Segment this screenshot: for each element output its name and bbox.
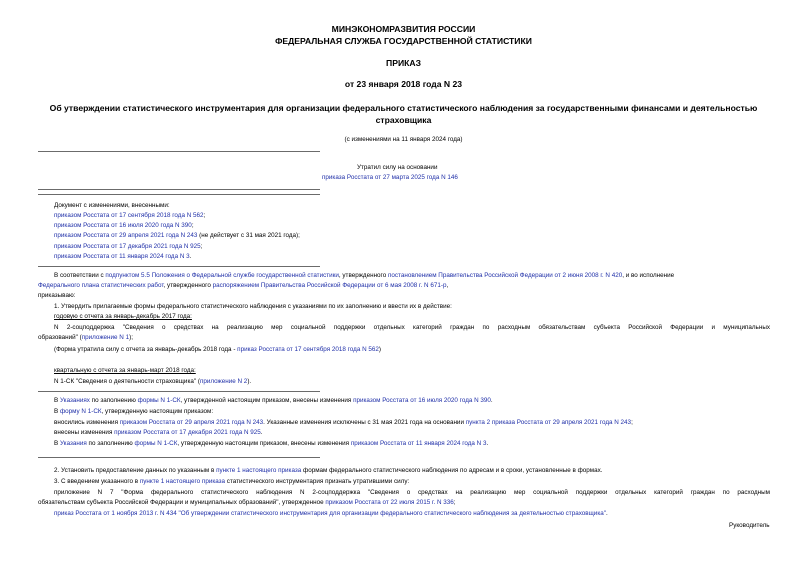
amendment-2024-link[interactable]: приказом Росстата от 11 января 2024 года N 3 (350, 440, 487, 447)
divider-rule (38, 194, 320, 195)
date-number-heading: от 23 января 2018 года N 23 (344, 79, 463, 89)
instructions-link[interactable]: Указания (59, 440, 87, 447)
amendment-item: приказом Росстата от 16 июля 2020 года N 390; (54, 222, 194, 229)
item-3: 3. С введением указанного в пункте 1 настоящего приказа статистического инструментария признать утратившими силу: (54, 478, 410, 485)
amendment-link[interactable]: приказом Росстата от 11 января 2024 года N 3 (54, 253, 190, 260)
order-word: приказываю: (38, 292, 76, 299)
title-line-1: Об утверждении статистического инструментария для организации федерального статистического наблюдения за государственными финансами и деятельностью (49, 103, 758, 113)
form-2-line-1: N 2-соцподдержка "Сведения о средствах на реализацию мер социальной поддержки отдельных категорий граждан по расходным обязательствам субъекта Российской Федерации и муниципальных (54, 324, 770, 331)
amendment-link[interactable]: приказом Росстата от 17 сентября 2018 года N 562 (54, 212, 204, 219)
note-amend-2021-925: внесены изменения приказом Росстата от 17 декабря 2021 года N 925. (54, 429, 263, 436)
order-434-link[interactable]: приказ Росстата от 1 ноября 2013 г. N 434 "Об утверждении статистического инструментария для организации федерального статистического наблюдения за деятельностью страховщика" (54, 510, 606, 517)
amendment-925-link[interactable]: приказом Росстата от 17 декабря 2021 года N 925 (114, 429, 261, 436)
appendix-1-link[interactable]: приложение N 1 (81, 334, 130, 341)
instructions-link[interactable]: Указаниях (59, 397, 90, 404)
amendment-item: приказом Росстата от 17 декабря 2021 года N 925; (54, 243, 203, 250)
ministry-heading: МИНЭКОНОМРАЗВИТИЯ РОССИИ (331, 24, 476, 34)
amendments-heading: Документ с изменениями, внесенными: (54, 202, 170, 209)
annual-heading: годовую с отчета за январь-декабрь 2017 года: (54, 313, 192, 320)
amendment-link[interactable]: приказом Росстата от 16 июля 2020 года N 390 (54, 222, 192, 229)
appendix-2-link[interactable]: приложение N 2 (199, 378, 248, 385)
regulation-link[interactable]: подпунктом 5.5 Положения о Федеральной службе государственной статистики (105, 272, 339, 279)
doc-type-heading: ПРИКАЗ (386, 58, 421, 68)
divider-rule (38, 391, 320, 392)
federal-plan-link[interactable]: Федерального плана статистических работ (38, 282, 164, 289)
appendix-7-line-2: обязательствам субъекта Российской Федерации и муниципальных образований", утвержденное приказом Росстата от 22 июля 2015 г. N 336; (38, 499, 456, 506)
note-form-1sk: В форму N 1-СК, утвержденную настоящим приказом: (54, 408, 214, 415)
form-2-line-2: образований" (приложение N 1); (38, 334, 133, 341)
title-line-2: страховщика (375, 115, 432, 125)
form-1sk-link[interactable]: формы N 1-СК (137, 397, 181, 404)
amendment-item: приказом Росстата от 17 сентября 2018 года N 562; (54, 212, 206, 219)
form-1sk-link[interactable]: форму N 1-СК (59, 408, 102, 415)
amendment-item: приказом Росстата от 11 января 2024 года N 3. (54, 253, 192, 260)
note-amend-2021-243: вносились изменения приказом Росстата от 29 апреля 2021 года N 243. Указанные изменения исключены с 31 мая 2021 года на основании пункта 2 приказа Росстата от 29 апреля 2021 года N 243; (54, 419, 633, 426)
preamble-line-1: В соответствии с подпунктом 5.5 Положения о Федеральной службе государственной статистики, утвержденного постановлением Правительства Российской Федерации от 2 июня 2008 г. N 420, и во исполнение (54, 272, 675, 279)
expired-note: Утратил силу на основании (357, 164, 438, 171)
amendment-item: приказом Росстата от 29 апреля 2021 года N 243 (не действует с 31 мая 2021 года); (54, 232, 300, 239)
item-2: 2. Установить предоставление данных по указанным в пункте 1 настоящего приказа формам федерального статистического наблюдения по адресам и в сроки, установленные в формах. (54, 467, 603, 474)
order-434-line: приказ Росстата от 1 ноября 2013 г. N 434 "Об утверждении статистического инструментария для организации федерального статистического наблюдения за деятельностью страховщика". (54, 510, 608, 517)
service-heading: ФЕДЕРАЛЬНАЯ СЛУЖБА ГОСУДАРСТВЕННОЙ СТАТИСТИКИ (275, 36, 532, 46)
revision-note: (с изменениями на 11 января 2024 года) (344, 136, 463, 143)
amendment-link[interactable]: приказом Росстата от 29 апреля 2021 года N 243 (54, 232, 198, 239)
divider-rule (38, 189, 320, 190)
item-1-link[interactable]: пункте 1 настоящего приказа (216, 467, 302, 474)
expired-link[interactable]: приказа Росстата от 27 марта 2025 года N 146 (322, 174, 458, 181)
amendment-243-link[interactable]: приказом Росстата от 29 апреля 2021 года N 243 (119, 419, 264, 426)
preamble-line-2: Федерального плана статистических работ, утвержденного распоряжением Правительства Российской Федерации от 6 мая 2008 г. N 671-р, (38, 282, 449, 289)
signature-label: Руководитель (729, 522, 770, 529)
amendment-link[interactable]: приказом Росстата от 17 декабря 2021 года N 925 (54, 243, 201, 250)
lost-force-note: (Форма утратила силу с отчета за январь-декабрь 2018 года - приказ Росстата от 17 сентября 2018 года N 562) (54, 346, 382, 353)
lost-force-link[interactable]: приказ Росстата от 17 сентября 2018 года N 562 (237, 346, 379, 353)
note-instructions-2020: В Указаниях по заполнению формы N 1-СК, утвержденной настоящим приказом, внесены изменения приказом Росстата от 16 июля 2020 года N 390. (54, 397, 493, 404)
item-2-order-243-link[interactable]: пункта 2 приказа Росстата от 29 апреля 2021 года N 243 (465, 419, 632, 426)
divider-rule (38, 266, 320, 267)
appendix-7-line-1: приложение N 7 "Форма федерального статистического наблюдения N 2-соцподдержка "Сведения о средствах на реализацию мер социальной поддержки отдельных категорий граждан по расходным (54, 489, 770, 496)
order-336-link[interactable]: приказом Росстата от 22 июля 2015 г. N 336 (325, 499, 454, 506)
decree-link[interactable]: распоряжением Правительства Российской Федерации от 6 мая 2008 г. N 671-р (212, 282, 447, 289)
resolution-link[interactable]: постановлением Правительства Российской Федерации от 2 июня 2008 г. N 420 (387, 272, 623, 279)
divider-rule (38, 457, 320, 458)
amendment-2020-link[interactable]: приказом Росстата от 16 июля 2020 года N 390 (353, 397, 491, 404)
form-1sk-link[interactable]: формы N 1-СК (134, 440, 178, 447)
item-1-link[interactable]: пункте 1 настоящего приказа (139, 478, 226, 485)
quarterly-heading: квартальную с отчета за январь-март 2018 года: (54, 367, 196, 374)
item-1: 1. Утвердить прилагаемые формы федерального статистического наблюдения с указаниями по их заполнению и ввести их в действие: (54, 303, 452, 310)
form-1sk-line: N 1-СК "Сведения о деятельности страховщика" (приложение N 2). (54, 378, 252, 385)
note-instructions-2024: В Указания по заполнению формы N 1-СК, утвержденную настоящим приказом, внесены изменения приказом Росстата от 11 января 2024 года N 3. (54, 440, 489, 447)
divider-rule (38, 151, 320, 152)
